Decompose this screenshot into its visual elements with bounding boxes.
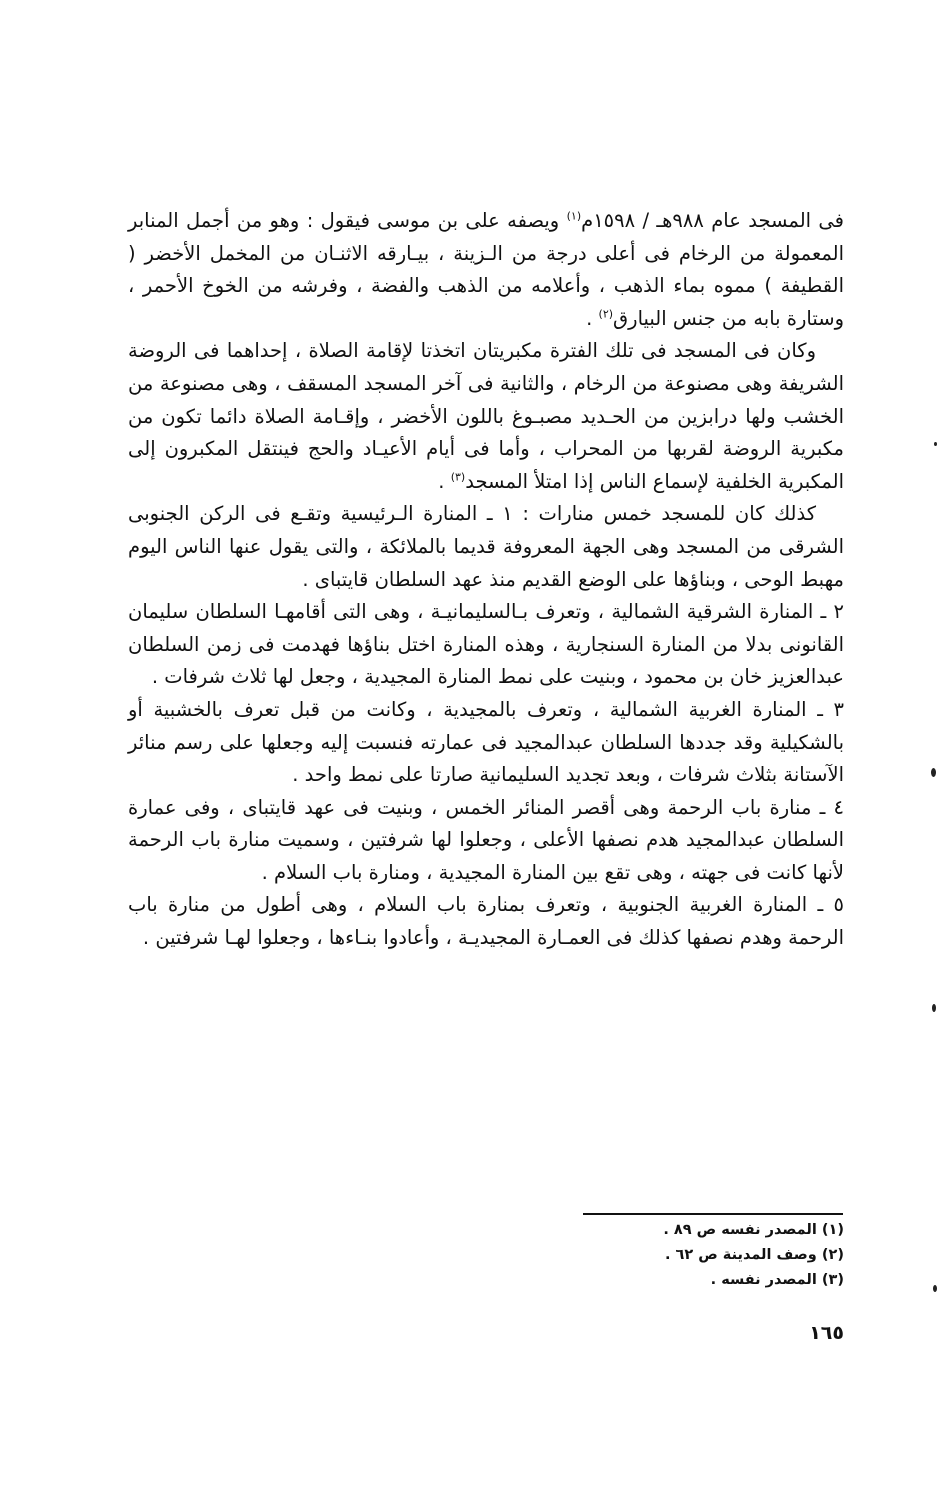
footnote-2: (٢) وصف المدينة ص ٦٢ . [664,1247,844,1263]
footnote-ref-1: (١) [566,209,582,223]
page-number: ١٦٥ [809,1322,844,1344]
footnote-ref-2: (٢) [598,307,614,321]
footnote-separator [583,1213,843,1215]
footnote-3: (٣) المصدر نفسه . [710,1272,844,1288]
scan-speck [932,1004,936,1012]
footnote-1: (١) المصدر نفسه ص ٨٩ . [663,1222,844,1238]
paragraph-3: كذلك كان للمسجد خمس منارات : ١ ـ المنارة الـرئيسية وتقـع فى الركن الجنوبى الشرقى من المسجد وهى الجهة المعروفة قديما بالملائكة ، والتى يقول عنها الناس اليوم مهبط الوحى ، وبناؤها على الوضع القديم منذ عهد السلطان قايتباى . [128,502,844,591]
paragraph-7: ٥ ـ المنارة الغربية الجنوبية ، وتعرف بمنارة باب السلام ، وهى أطول من منارة باب الرحمة وهدم نصفها كذلك فى العمـارة المجيديـة ، وأعادوا بنـاءها ، وجعلوا لهـا شرفتين . [128,893,844,950]
main-text [128,205,844,955]
paragraph-4: ٢ ـ المنارة الشرقية الشمالية ، وتعرف بـالسليمانيـة ، وهى التى أقامهـا السلطان سليمان القانونى بدلا من المنارة السنجارية ، وهذه المنارة اختل بناؤها فهدمت فى زمن السلطان عبدالعزيز خان بن محمود ، وبنيت على نمط المنارة المجيدية ، وجعل لها ثلاث شرفات . [128,600,844,689]
scan-speck [933,1285,937,1292]
scan-speck [934,442,937,446]
scan-speck [931,768,936,777]
paragraph-5: ٣ ـ المنارة الغربية الشمالية ، وتعرف بالمجيدية ، وكانت من قبل تعرف بالخشبية أو بالشكيلية وقد جددها السلطان عبدالمجيد فى عمارته فنسبت إليه وجعلها على رسم منائر الآستانة بثلاث شرفات ، وبعد تجديد السليمانية صارتا على نمط واحد . [128,697,844,787]
footnote-ref-3: (٣) [450,470,466,484]
paragraph-2: وكان فى المسجد فى تلك الفترة مكبريتان اتخذتا لإقامة الصلاة ، إحداهما فى الروضة الشريفة وهى مصنوعة من الرخام ، والثانية فى آخر المسجد المسقف ، وهى مصنوعة من الخشب ولها درابزين من الحـديد مصبـوغ باللون الأخضر ، وإقـامة الصلاة دائما تكون من مكبرية الروضة لقربها من المحراب ، وأما فى أيام الأعيـاد والحج فينتقل المكبرون إلى المكبرية الخلفية لإسماع الناس إذا امتلأ المسجد$^{(٣)}$ . [128,339,844,493]
paragraph-6: ٤ ـ منارة باب الرحمة وهى أقصر المنائر الخمس ، وبنيت فى عهد قايتباى ، وفى عمارة السلطان عبدالمجيد هدم نصفها الأعلى ، وجعلوا لها شرفتين ، وسميت منارة باب الرحمة لأنها كانت فى جهته ، وهى تقع بين المنارة المجيدية ، ومنارة باب السلام . [128,795,844,884]
paragraph-1: فى المسجد عام ٩٨٨هـ / ١٥٩٨م$^{(١)}$ ويصفه على بن موسى فيقول : وهو من أجمل المنابر المعمولة من الرخام فى أعلى درجة من الـزينة ، بيـارقه الاثنـان من المخمل الأخضر ( القطيفة ) مموه بماء الذهب ، وأعلامه من الذهب والفضة ، وفرشه من الخوخ الأحمر ، وستارة بابه من جنس البيارق$^{(٢)}$ . [128,209,845,330]
footnotes [560,1218,844,1293]
